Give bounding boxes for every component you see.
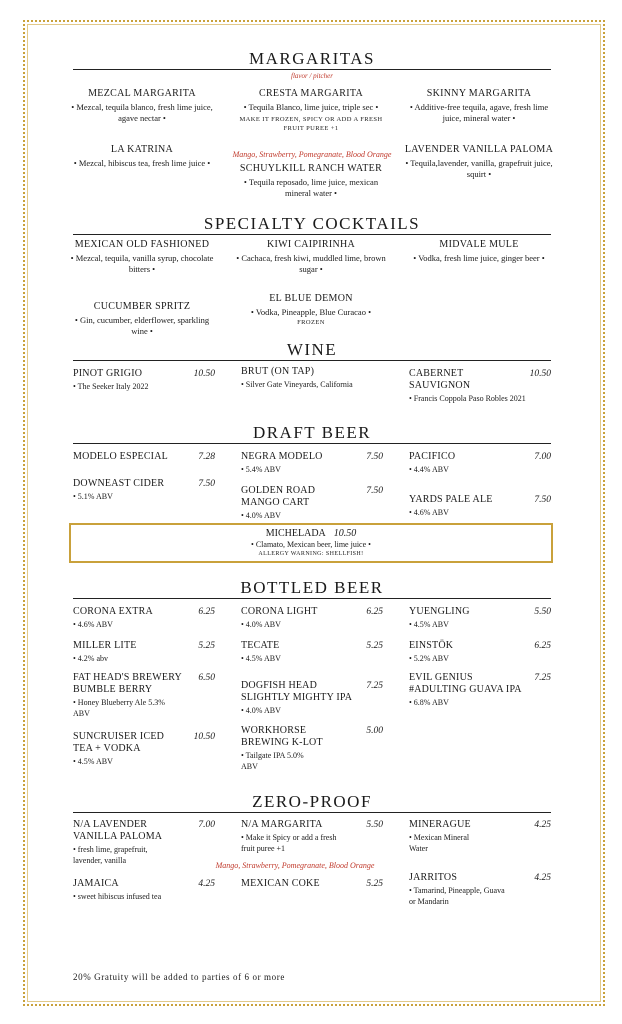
allergy-warning: ALLERGY WARNING: SHELLFISH! <box>258 551 364 557</box>
menu-item: CRESTA MARGARITA • Tequila Blanco, lime juice, triple sec • MAKE IT FROZEN, SPICY OR ADD A FRESH FRUIT PUREE +1 <box>236 88 386 133</box>
margaritas-title: MARGARITAS <box>248 49 376 68</box>
menu-item: EL BLUE DEMON • Vodka, Pineapple, Blue Curacao • FROZEN <box>250 293 372 326</box>
menu-item: JAMAICA 4.25 • sweet hibiscus infused tea <box>73 878 215 901</box>
menu-item: CUCUMBER SPRITZ • Gin, cucumber, elderflower, sparkling wine • <box>74 301 210 336</box>
menu-item: MEZCAL MARGARITA • Mezcal, tequila blanco, fresh lime juice, agave nectar • <box>71 88 213 123</box>
flavor-note: flavor / pitcher <box>291 72 333 80</box>
zero-title: ZERO-PROOF <box>252 792 372 811</box>
menu-item: JARRITOS 4.25 • Tamarind, Pineapple, Guava or Mandarin <box>409 872 551 906</box>
menu-item: N/A MARGARITA 5.50 • Make it Spicy or add a fresh fruit puree +1 <box>241 819 383 853</box>
menu-item: MODELO ESPECIAL 7.28 <box>73 451 215 462</box>
menu-item: EVIL GENIUS #ADULTING GUAVA IPA 7.25 • 6.8% ABV <box>409 672 551 707</box>
menu-item: BRUT (ON TAP) • Silver Gate Vineyards, California <box>241 366 353 389</box>
menu-item: KIWI CAIPIRINHA • Cachaca, fresh kiwi, muddled lime, brown sugar • <box>236 239 386 274</box>
frozen-note: MAKE IT FROZEN, SPICY OR ADD A FRESH FRUIT PUREE +1 <box>239 116 383 132</box>
menu-item: LAVENDER VANILLA PALOMA • Tequila,lavender, vanilla, grapefruit juice, squirt • <box>404 144 554 179</box>
bottled-rule <box>73 598 551 599</box>
wine-title: WINE <box>286 340 338 359</box>
specialty-rule <box>73 234 551 235</box>
menu-item: SUNCRUISER ICED TEA + VODKA 10.50 • 4.5% ABV <box>73 731 215 766</box>
menu-item: MIDVALE MULE • Vodka, fresh lime juice, ginger beer • <box>413 239 545 263</box>
menu-item: SKINNY MARGARITA • Additive-free tequila, agave, fresh lime juice, mineral water • <box>409 88 549 123</box>
michelada-box <box>69 523 553 563</box>
menu-item: MEXICAN OLD FASHIONED • Mezcal, tequila, vanilla syrup, chocolate bitters • <box>70 239 214 274</box>
menu-item: CORONA LIGHT 6.25 • 4.0% ABV <box>241 606 383 629</box>
menu-item: N/A LAVENDER VANILLA PALOMA 7.00 • fresh lime, grapefruit, lavender, vanilla <box>73 819 215 865</box>
specialty-title: SPECIALTY COCKTAILS <box>203 214 421 233</box>
margaritas-rule <box>73 69 551 70</box>
menu-item: DOWNEAST CIDER 7.50 • 5.1% ABV <box>73 478 215 501</box>
menu-item: WORKHORSE BREWING K-LOT 5.00 • Tailgate IPA 5.0% ABV <box>241 725 383 771</box>
menu-item: GOLDEN ROAD MANGO CART 7.50 • 4.0% ABV <box>241 485 383 520</box>
menu-item: MILLER LITE 5.25 • 4.2% abv <box>73 640 215 663</box>
menu-item: YARDS PALE ALE 7.50 • 4.6% ABV <box>409 494 551 517</box>
michelada-name: MICHELADA <box>265 528 326 539</box>
zero-rule <box>73 812 551 813</box>
menu-item: EINSTÖK 6.25 • 5.2% ABV <box>409 640 551 663</box>
gratuity-note: 20% Gratuity will be added to parties of 6 or more <box>73 972 285 982</box>
wine-rule <box>73 360 551 361</box>
menu-item: PINOT GRIGIO 10.50 • The Seeker Italy 2022 <box>73 368 215 391</box>
menu-item: MEXICAN COKE 5.25 <box>241 878 383 889</box>
menu-item: LA KATRINA • Mezcal, hibiscus tea, fresh lime juice • <box>73 144 211 168</box>
menu-item: CORONA EXTRA 6.25 • 4.6% ABV <box>73 606 215 629</box>
draft-rule <box>73 443 551 444</box>
draft-title: DRAFT BEER <box>252 423 372 442</box>
bottled-title: BOTTLED BEER <box>240 578 384 597</box>
menu-item: YUENGLING 5.50 • 4.5% ABV <box>409 606 551 629</box>
menu-item: SCHUYLKILL RANCH WATER • Tequila reposado, lime juice, mexican mineral water • <box>239 163 383 198</box>
menu-item: PACIFICO 7.00 • 4.4% ABV <box>409 451 551 474</box>
menu-item: FAT HEAD'S BREWERY BUMBLE BERRY 6.50 • Honey Blueberry Ale 5.3% ABV <box>73 672 215 718</box>
menu-item: TECATE 5.25 • 4.5% ABV <box>241 640 383 663</box>
fruit-options: Mango, Strawberry, Pomegranate, Blood Orange <box>215 861 375 870</box>
fruit-options: Mango, Strawberry, Pomegranate, Blood Orange <box>232 150 392 159</box>
menu-item: MINERAGUE 4.25 • Mexican Mineral Water <box>409 819 551 853</box>
menu-item: DOGFISH HEAD SLIGHTLY MIGHTY IPA 7.25 • 4.0% ABV <box>241 680 383 715</box>
menu-item: NEGRA MODELO 7.50 • 5.4% ABV <box>241 451 383 474</box>
michelada-desc: • Clamato, Mexican beer, lime juice • <box>251 540 371 549</box>
michelada-price: 10.50 <box>333 528 357 539</box>
menu-item: CABERNET SAUVIGNON 10.50 • Francis Coppola Paso Robles 2021 <box>409 368 551 403</box>
